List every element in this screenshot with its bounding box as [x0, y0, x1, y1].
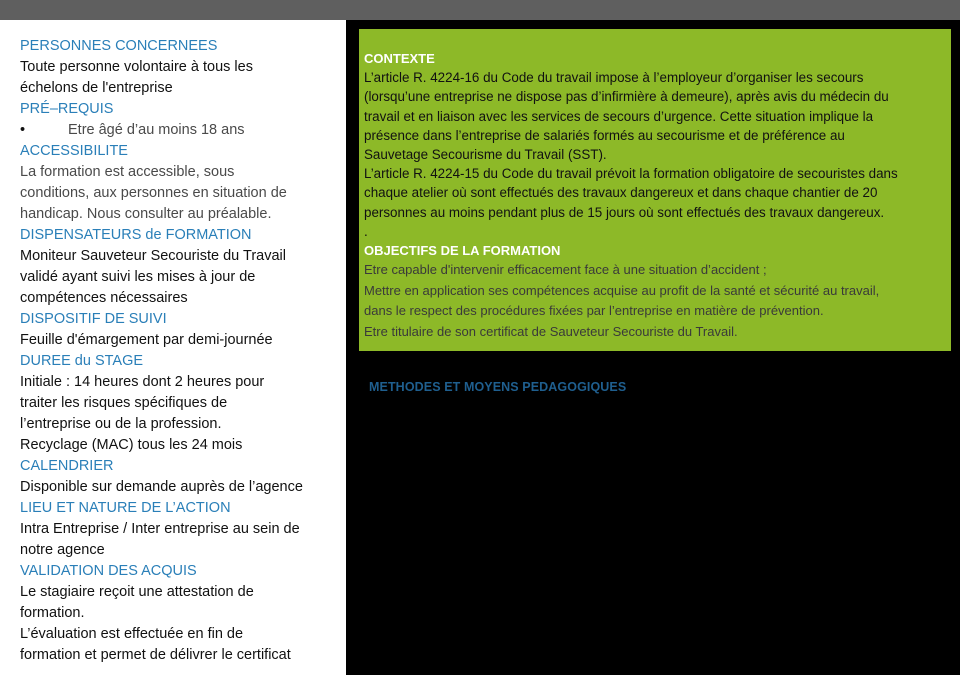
contexte-line: . — [364, 223, 368, 239]
section-heading: DISPOSITIF DE SUIVI — [20, 311, 167, 327]
section-heading: VALIDATION DES ACQUIS — [20, 563, 197, 579]
section-heading: LIEU ET NATURE DE L’ACTION — [20, 500, 231, 516]
bullet-text: Etre âgé d’au moins 18 ans — [68, 122, 245, 138]
methodes-heading: METHODES ET MOYENS PEDAGOGIQUES — [369, 380, 627, 394]
top-bar — [0, 0, 960, 20]
section-text-line: conditions, aux personnes en situation de — [20, 185, 287, 201]
section-text-line: Disponible sur demande auprès de l’agence — [20, 479, 303, 495]
contexte-text — [364, 68, 951, 241]
section-text-line: L’évaluation est effectuée en fin de — [20, 626, 244, 642]
objectifs-line: Mettre en application ses compétences acquise au profit de la santé et sécurité au travail, — [364, 282, 880, 298]
section-text-line: compétences nécessaires — [20, 290, 188, 306]
section-text-line: traiter les risques spécifiques de — [20, 395, 228, 411]
section-text-line: échelons de l'entreprise — [20, 80, 173, 96]
section-text-line: handicap. Nous consulter au préalable. — [20, 206, 272, 222]
contexte-line: L’article R. 4224-16 du Code du travail impose à l’employeur d’organiser les secours — [364, 70, 864, 86]
section-text-line: Feuille d'émargement par demi-journée — [20, 332, 273, 348]
section-text-line: Recyclage (MAC) tous les 24 mois — [20, 437, 243, 453]
section-heading: DUREE du STAGE — [20, 353, 144, 369]
section-text-line: l’entreprise ou de la profession. — [20, 416, 222, 432]
section-text-line: Toute personne volontaire à tous les — [20, 59, 253, 75]
section-text-line: formation. — [20, 605, 85, 621]
bullet-icon: • — [20, 122, 26, 138]
section-text-line: La formation est accessible, sous — [20, 164, 235, 180]
objectifs-line: dans le respect des procédures fixées par l’entreprise en matière de prévention. — [364, 303, 824, 319]
section-text-line: validé ayant suivi les mises à jour de — [20, 269, 256, 285]
contexte-line: (lorsqu’une entreprise ne dispose pas d’infirmière à demeure), après avis du médecin du — [364, 89, 889, 105]
section-text-line: Initiale : 14 heures dont 2 heures pour — [20, 374, 265, 390]
section-heading: ACCESSIBILITE — [20, 143, 128, 159]
objectifs-line: Etre capable d'intervenir efficacement face à une situation d’accident ; — [364, 262, 767, 278]
section-text-line: Le stagiaire reçoit une attestation de — [20, 584, 254, 600]
contexte-line: Sauvetage Secourisme du Travail (SST). — [364, 147, 607, 163]
section-heading: PERSONNES CONCERNEES — [20, 38, 218, 54]
objectifs-heading: OBJECTIFS DE LA FORMATION — [364, 243, 561, 259]
contexte-line: L’article R. 4224-15 du Code du travail prévoit la formation obligatoire de secouristes dans — [364, 166, 898, 182]
bullet-item — [20, 120, 342, 141]
section-heading: DISPENSATEURS de FORMATION — [20, 227, 252, 243]
contexte-line: travail et en liaison avec les services de secours d’urgence. Cette situation implique la — [364, 108, 874, 124]
section-text-line: formation et permet de délivrer le certificat — [20, 647, 291, 663]
objectifs-text — [364, 260, 951, 342]
contexte-line: présence dans l’entreprise de salariés formés au secourisme et de préférence au — [364, 127, 845, 143]
contexte-line: chaque atelier où sont effectués des travaux dangereux et dans chaque chantier de 20 — [364, 185, 878, 201]
section-heading: CALENDRIER — [20, 458, 114, 474]
objectifs-line: Etre titulaire de son certificat de Sauveteur Secouriste du Travail. — [364, 323, 738, 339]
left-column-content — [0, 20, 342, 666]
left-column — [0, 20, 346, 675]
section-heading: PRÉ–REQUIS — [20, 101, 114, 117]
section-text-line: notre agence — [20, 542, 105, 558]
section-text-line: Moniteur Sauveteur Secouriste du Travail — [20, 248, 286, 264]
section-text-line: Intra Entreprise / Inter entreprise au sein de — [20, 521, 300, 537]
contexte-line: personnes au moins pendant plus de 15 jours où sont effectués des travaux dangereux. — [364, 204, 885, 220]
contexte-objectifs-box — [359, 29, 951, 351]
contexte-heading: CONTEXTE — [364, 51, 435, 66]
